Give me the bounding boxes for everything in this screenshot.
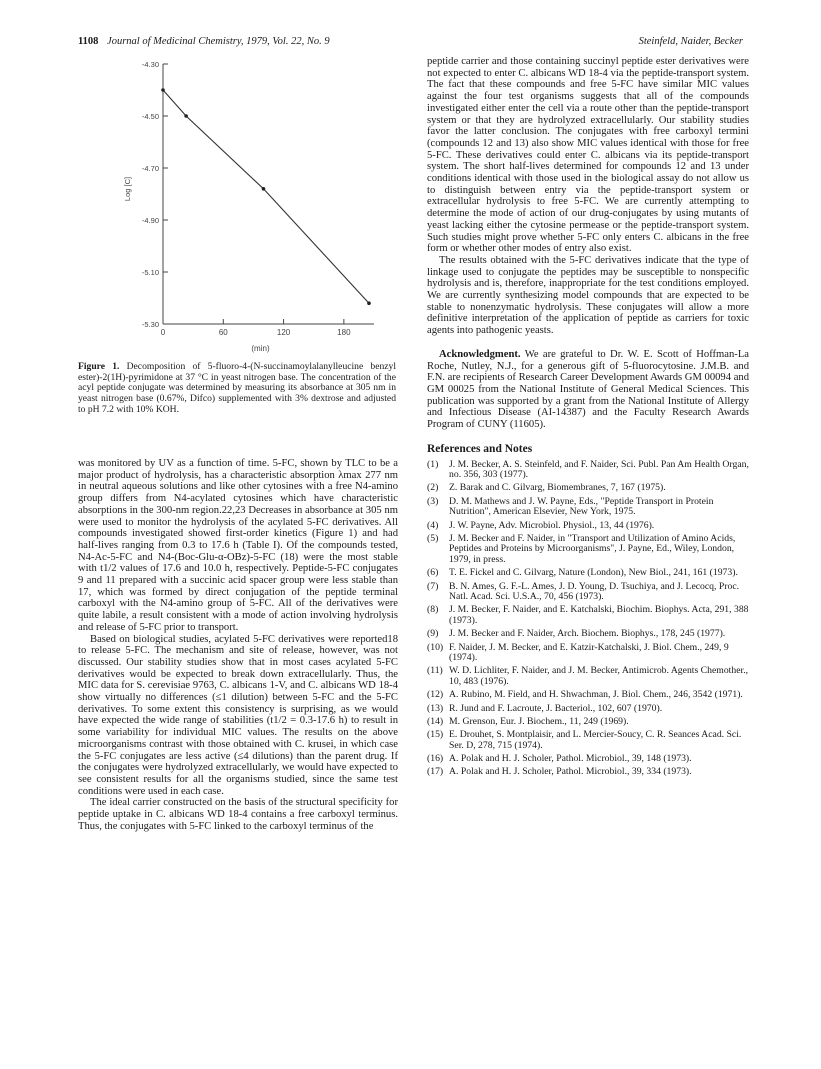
left-column [78,458,398,833]
data-point [262,187,266,191]
reference-number: (9) [427,628,439,640]
paragraph: Based on biological studies, acylated 5-FC derivatives were reported18 to release 5-FC. The mechanism and site of release, however, was not discussed. Our stability studies show that in most cases acylated 5-FC derivatives would be expected to break down extracellularly. Thus, the MIC data for S. cerevisiae 9763, C. albicans 1-V, and C. albicans WD 18-4 show virtually no differences (≤1 dilution) between 5-FC and the 5-FC derivatives. To some extent this consistency is surprising, as we would have expected the wide range of stabilities (t1/2 = 0.3-17.6 h) to result in some variability for individual MIC values. The results on the above microorganisms contrast with those obtained with C. krusei, in which case the 5-FC conjugates are less active (≤4 dilutions) than the parent drug. If the conjugates were hydrolyzed extracellularly, we would have expected to see consistent results for all the organisms studied, since the same test conditions were used in each case. [78,633,398,797]
reference-number: (8) [427,604,439,616]
references-list [427,460,749,778]
x-tick-label: 120 [276,328,291,337]
paragraph: The results obtained with the 5-FC derivatives indicate that the type of linkage used to conjugate the peptides may be susceptible to nonspecific hydrolysis and is, therefore, inappropriate for the test conditions employed. We are currently synthesizing model compounds that are expected to be stable to nonenzymatic hydrolysis. These conjugates will allow a more definitive interpretation of the application of peptide as carriers for toxic agents into pathogenic yeasts. [427,254,749,337]
x-tick-label: 180 [337,328,351,337]
reference-item [427,754,749,765]
reference-number: (3) [427,495,439,507]
y-tick-label: -4.30 [141,60,159,69]
reference-text: B. N. Ames, G. F.-L. Ames, J. D. Young, D. Tsuchiya, and J. Lecocq, Proc. Natl. Acad. Sci. U.S.A., 70, 456 (1973). [449,580,740,603]
paragraph: peptide carrier and those containing succinyl peptide ester derivatives were not expected to enter C. albicans WD 18-4 via the peptide-transport system. The fact that these compounds and free 5-FC have similar MIC values against the four test organisms suggests that all of the compounds investigated either enter the cell via a route other than the peptide-transport system or that they are hydrolyzed extracellularly. Our stability studies favor the latter conclusion. The conjugates with free carboxyl termini (compounds 12 and 13) also show MIC values identical with those for free 5-FC. These derivatives could enter C. albicans via its peptide-transport system. The short half-lives determined for compounds 12 and 13 under conditions identical with those used in the biological assay do not allow us to distinguish between entry via the peptide-transport system or extracellular hydrolysis to free 5-FC. We are currently attempting to determine the mode of action of our drug-conjugates by using mutants of yeast lacking either the cytosine permease or the peptide-transport system. Such studies might prove whether 5-FC only enters C. albicans in the free form or whether other modes of entry also exist. [427,56,749,255]
y-tick-label: -5.10 [141,268,159,277]
journal-citation: Journal of Medicinal Chemistry, 1979, Vol. 22, No. 9 [107,36,330,47]
reference-number: (4) [427,519,439,531]
reference-text: W. D. Lichliter, F. Naider, and J. M. Becker, Antimicrob. Agents Chemother., 10, 483 (1976). [449,665,749,688]
reference-item [427,704,749,715]
reference-number: (7) [427,580,439,592]
reference-item [427,568,749,579]
reference-text: J. M. Becker and F. Naider, Arch. Biochem. Biophys., 178, 245 (1977). [449,628,726,640]
running-authors: Steinfeld, Naider, Becker [638,36,743,47]
reference-number: (2) [427,482,439,494]
reference-text: F. Naider, J. M. Becker, and E. Katzir-Katchalski, J. Biol. Chem., 249, 9 (1974). [449,641,729,664]
reference-item [427,483,749,494]
y-tick-label: -4.50 [141,112,159,121]
reference-number: (13) [427,702,444,714]
y-tick-label: -4.70 [141,164,159,173]
acknowledgment [427,349,749,431]
reference-item [427,521,749,532]
reference-number: (1) [427,458,439,470]
paragraph: was monitored by UV as a function of time. 5-FC, shown by TLC to be a major product of hydrolysis, has a characteristic absorption λmax 277 nm in neutral aqueous solutions and like other cytosines with a free N4-amino group differs from N4-acylated cytosines which have characteristic absorptions in the 300-nm region.22,23 Decreases in absorbance at 305 nm were used to monitor the hydrolysis of the acylated 5-FC derivatives. All compounds investigated showed first-order kinetics (Figure 1) and had half-lives ranging from 0.3 to 17.6 h (Table I). Of the compounds tested, N4-Ac-5-FC and N4-(Boc-Glu-α-OBz)-5-FC (18) were the most stable with t1/2 values of 17.6 and 10.0 h, respectively. Peptide-5-FC conjugates 9 and 11 prepared with a succinic acid spacer group were less stable than 17, which was formed by direct conjugation of the peptide terminal carboxyl with the N4-amino group of 5-FC. All of the derivatives were quite labile, a result consistent with a mode of action involving hydrolysis and release of 5-FC prior to transport. [78,458,398,633]
reference-item [427,460,749,481]
figure-label: Figure 1. [78,361,120,372]
reference-text: T. E. Fickel and C. Gilvarg, Nature (London), New Biol., 241, 161 (1973). [449,567,738,579]
reference-number: (15) [427,728,444,740]
acknowledgment-title: Acknowledgment. [439,348,521,360]
reference-text: J. M. Becker and F. Naider, in "Transport and Utilization of Amino Acids, Peptides and Proteins by Microorganisms", J. Payne, Ed., Wiley, London, 1979, in press. [449,532,736,566]
data-point [184,114,188,118]
right-column [427,56,749,780]
reference-text: A. Rubino, M. Field, and H. Shwachman, J. Biol. Chem., 246, 3542 (1971). [449,689,743,701]
reference-item [427,497,749,518]
reference-number: (11) [427,665,443,677]
x-axis-label: (min) [251,344,270,353]
figure-caption [78,362,396,416]
running-header [78,36,743,52]
reference-item [427,605,749,626]
reference-item [427,534,749,566]
x-tick-label: 60 [218,328,228,337]
reference-number: (14) [427,715,444,727]
reference-item [427,730,749,751]
reference-number: (17) [427,766,444,778]
acknowledgment-text: We are grateful to Dr. W. E. Scott of Hoffman-La Roche, Nutley, N.J., for a generous gift of 5-fluorocytosine. J.M.B. and F.N. are recipients of Research Career Development Awards GM 00094 and GM 00025 from the National Institute of General Medical Sciences. This publication was supported by a grant from the National Institute of Allergy and Infectious Disease (AI-14387) and the Faculty Research Awards Program of CUNY (11605). [427,348,749,431]
reference-text: J. M. Becker, F. Naider, and E. Katchalski, Biochim. Biophys. Acta, 291, 388 (1973). [449,604,749,627]
reference-text: A. Polak and H. J. Scholer, Pathol. Microbiol., 39, 334 (1973). [449,766,692,778]
reference-number: (12) [427,689,444,701]
reference-text: R. Jund and F. Lacroute, J. Bacteriol., 102, 607 (1970). [449,702,663,714]
reference-text: J. M. Becker, A. S. Steinfeld, and F. Naider, Sci. Publ. Pan Am Health Organ, no. 356, 303 (1977). [449,458,749,481]
series-line [163,90,369,303]
reference-text: A. Polak and H. J. Scholer, Pathol. Microbiol., 39, 148 (1973). [449,752,692,764]
reference-item [427,666,749,687]
data-point [367,301,371,305]
reference-text: D. M. Mathews and J. W. Payne, Eds., "Peptide Transport in Protein Nutrition", American Elsevier, New York, 1975. [449,495,714,518]
y-axis-label: Log [C] [123,176,132,202]
reference-number: (10) [427,641,444,653]
figure-caption-text: Decomposition of 5-fluoro-4-(N-succinamoylalanylleucine benzyl ester)-2(1H)-pyrimidone at 37 °C in yeast nitrogen base. The concentration of the acyl peptide conjugate was determined by measuring its absorbance at 305 nm in yeast nitrogen base (0.67%, Difco) supplemented with 3% dextrose and adjusted to pH 7.2 with 10% KOH. [78,361,396,415]
reference-item [427,767,749,778]
reference-number: (6) [427,567,439,579]
references-heading: References and Notes [427,442,533,455]
page-number: 1108 [78,36,99,47]
reference-text: J. W. Payne, Adv. Microbiol. Physiol., 13, 44 (1976). [449,519,655,531]
reference-item [427,582,749,603]
x-tick-label: 0 [160,328,166,337]
figure-1-chart [78,56,398,356]
reference-item [427,629,749,640]
reference-number: (16) [427,752,444,764]
reference-text: E. Drouhet, S. Montplaisir, and L. Mercier-Soucy, C. R. Seances Acad. Sci. Ser. D, 278, 715 (1974). [449,728,742,751]
data-point [161,88,165,92]
reference-item [427,717,749,728]
reference-item [427,690,749,701]
reference-number: (5) [427,532,439,544]
y-tick-label: -4.90 [141,216,159,225]
reference-text: M. Grenson, Eur. J. Biochem., 11, 249 (1969). [449,715,629,727]
y-tick-label: -5.30 [141,320,159,329]
reference-text: Z. Barak and C. Gilvarg, Biomembranes, 7, 167 (1975). [449,482,666,494]
paragraph: The ideal carrier constructed on the basis of the structural specificity for peptide uptake in C. albicans WD 18-4 contains a free carboxyl terminus. Thus, the conjugates with 5-FC linked to the carboxyl terminus of the [78,797,398,832]
reference-item [427,643,749,664]
